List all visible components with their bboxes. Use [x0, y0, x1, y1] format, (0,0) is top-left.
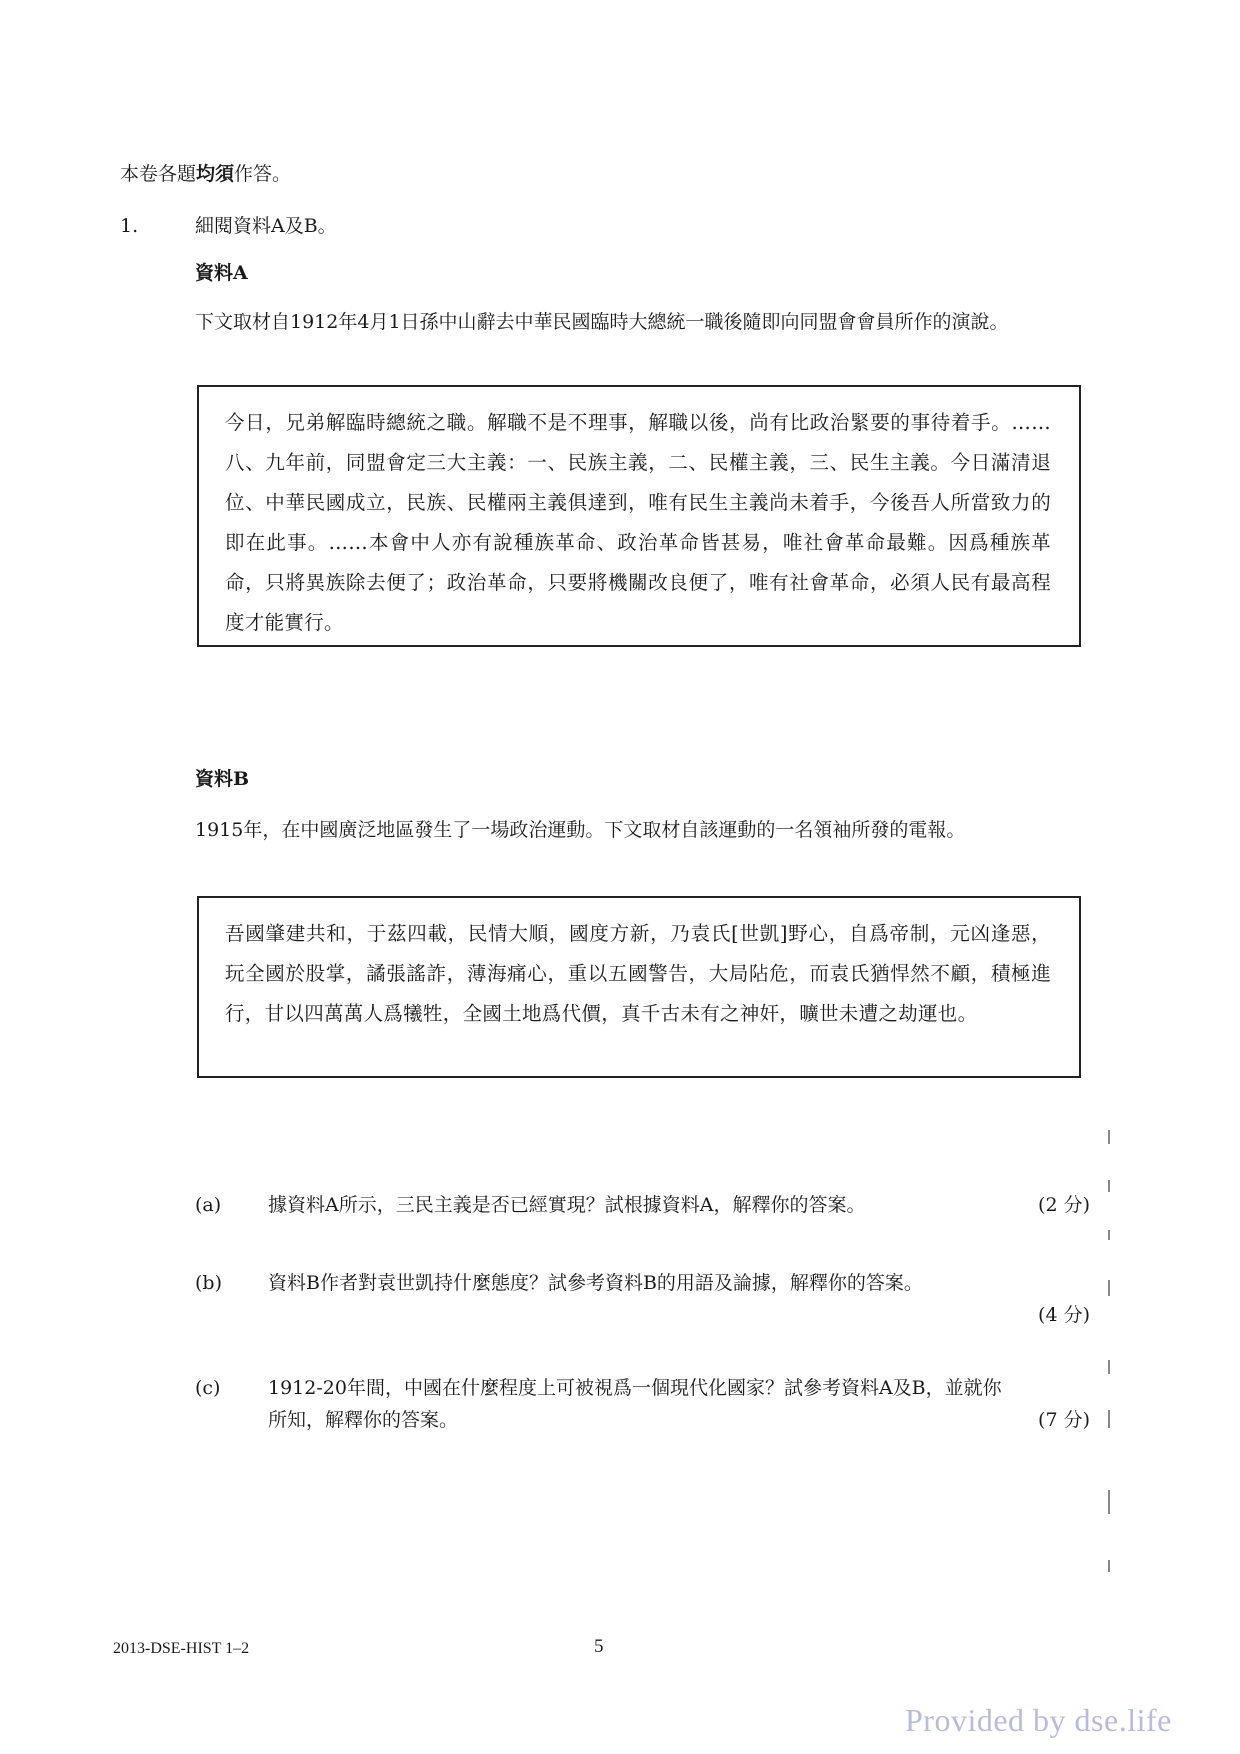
scan-margin-marks: [1108, 1110, 1114, 1590]
sub-question-b-text: 資料B作者對袁世凱持什麼態度？試參考資料B的用語及論據，解釋你的答案。: [268, 1272, 923, 1294]
instructions-text-1: 本卷各題: [120, 163, 197, 185]
sub-question-c-label: (c): [195, 1377, 221, 1399]
source-a-description: 下文取材自1912年4月1日孫中山辭去中華民國臨時大總統一職後隨即向同盟會會員所作的演說。: [195, 311, 1009, 333]
sub-question-c: [268, 1372, 1090, 1436]
source-b-box: [197, 896, 1081, 1078]
question-number: 1.: [120, 215, 139, 237]
sub-question-a-label: (a): [195, 1194, 222, 1216]
sub-question-a: [268, 1189, 1090, 1221]
watermark: Provided by dse.life: [905, 1702, 1172, 1738]
sub-question-a-text: 據資料A所示，三民主義是否已經實現？試根據資料A，解釋你的答案。: [268, 1194, 866, 1216]
sub-question-b: [268, 1267, 1090, 1331]
instructions-line: [120, 158, 291, 190]
source-b-description: 1915年，在中國廣泛地區發生了一場政治運動。下文取材自該運動的一名領袖所發的電報。: [195, 819, 966, 841]
instructions-text-2: 作答。: [234, 163, 292, 185]
sub-question-c-text: 1912-20年間，中國在什麼程度上可被視爲一個現代化國家？試參考資料A及B，並就你所知，解釋你的答案。: [268, 1377, 1002, 1431]
source-a-box: [197, 385, 1081, 647]
page-number: 5: [594, 1636, 604, 1657]
source-b-quote: 吾國肇建共和，于茲四載，民情大順，國度方新，乃袁氏[世凱]野心，自爲帝制，元凶逢惡，玩全國於股掌，譎張謠詐，薄海痛心，重以五國警告，大局阽危，而袁氏猶悍然不顧，積極進行，甘以四萬萬人爲犧牲，全國土地爲代價，真千古未有之神奸，曠世未遭之劫運也。: [225, 922, 1051, 1025]
sub-question-c-marks: (7 分): [1038, 1409, 1090, 1431]
paper-code: 2013-DSE-HIST 1–2: [113, 1640, 250, 1657]
source-a-title: 資料A: [195, 262, 248, 284]
question-instruction: 細閱資料A及B。: [195, 215, 337, 237]
source-a-quote: 今日，兄弟解臨時總統之職。解職不是不理事，解職以後，尚有比政治緊要的事待着手。……八、九年前，同盟會定三大主義：一、民族主義，二、民權主義，三、民生主義。今日滿清退位、中華民國成立，民族、民權兩主義俱達到，唯有民生主義尚未着手，今後吾人所當致力的即在此事。……本會中人亦有說種族革命、政治革命皆甚易，唯社會革命最難。因爲種族革命，只將異族除去便了；政治革命，只要將機關改良便了，唯有社會革命，必須人民有最高程度才能實行。: [225, 411, 1051, 634]
sub-question-b-label: (b): [195, 1272, 222, 1294]
instructions-emphasis: 均須: [196, 163, 235, 185]
source-b-title: 資料B: [195, 768, 250, 790]
sub-question-a-marks: (2 分): [1038, 1194, 1090, 1216]
sub-question-b-marks: (4 分): [1038, 1304, 1090, 1326]
